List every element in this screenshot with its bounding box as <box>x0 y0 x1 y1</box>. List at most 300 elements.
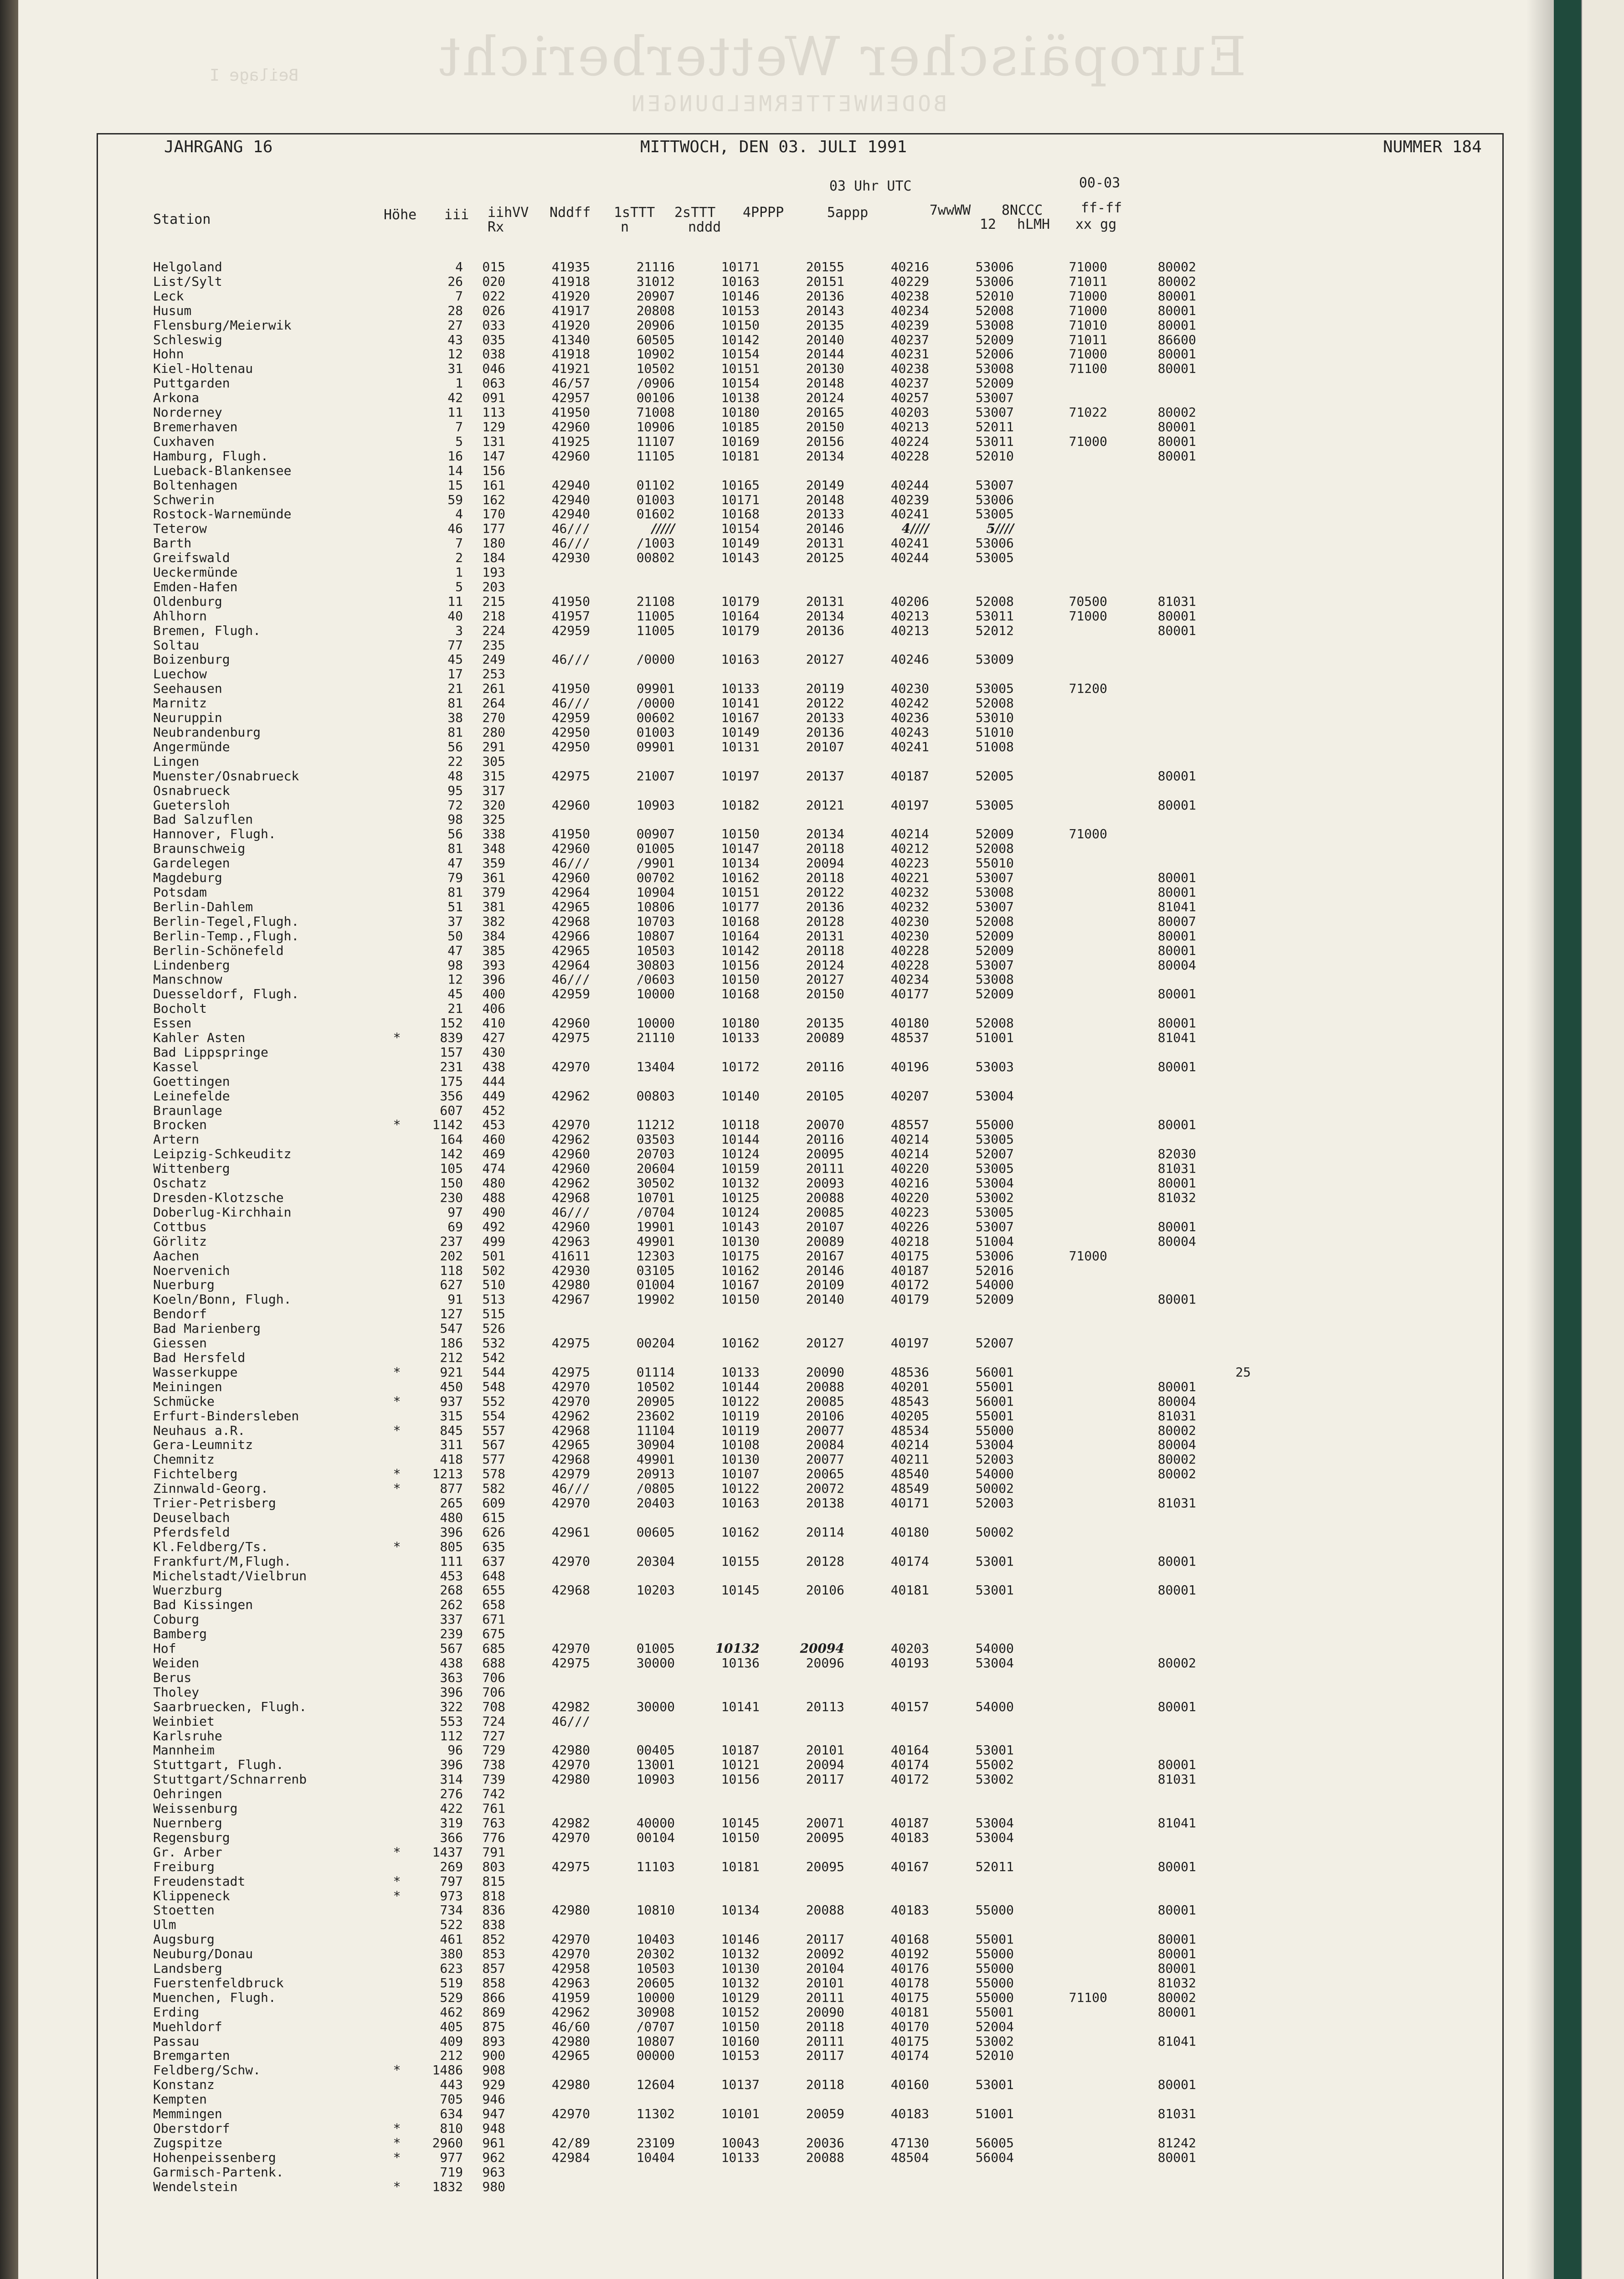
group-nddff <box>590 2063 675 2078</box>
height: 97 <box>447 1204 463 1220</box>
table-row <box>153 2150 1251 2165</box>
table-row <box>153 624 1251 638</box>
station-name: Berlin-Dahlem <box>153 899 253 914</box>
group-ihvv <box>505 1511 590 1525</box>
group-7wwww <box>1014 2107 1107 2121</box>
height: 322 <box>440 1699 463 1714</box>
station-id: 853 <box>482 1946 505 1962</box>
height: 150 <box>440 1176 463 1191</box>
group-7wwww <box>1014 711 1107 725</box>
group-ihvv: 42970 <box>551 1830 590 1845</box>
group-1sttt: 10136 <box>721 1655 760 1671</box>
group-7wwww: 71000 <box>1069 1248 1107 1263</box>
group-5appp <box>929 565 1014 580</box>
group-1sttt: 10133 <box>721 1030 760 1046</box>
group-8nccc <box>1107 1307 1196 1321</box>
group-ihvv: 41920 <box>551 288 590 304</box>
group-7wwww <box>1014 1394 1107 1409</box>
table-row <box>153 754 1251 769</box>
group-8nccc <box>1107 1132 1196 1147</box>
table-row <box>153 1816 1251 1830</box>
group-7wwww <box>1014 1452 1107 1467</box>
group-ffff <box>1196 1961 1251 1976</box>
station-id: 675 <box>482 1626 505 1642</box>
group-ihvv: 42958 <box>551 1961 590 1976</box>
station-name: Teterow <box>153 521 207 536</box>
group-7wwww <box>1014 638 1107 653</box>
height: 276 <box>440 1786 463 1802</box>
group-4pppp: 40187 <box>890 1263 929 1278</box>
group-2sttt <box>760 1874 844 1889</box>
station-id: 761 <box>482 1801 505 1816</box>
group-ffff <box>1196 1830 1251 1845</box>
station-name: Seehausen <box>153 681 222 696</box>
station-id: 384 <box>482 928 505 944</box>
group-1sttt: 10162 <box>721 1335 760 1351</box>
group-4pppp: 40257 <box>890 390 929 406</box>
group-nddff <box>590 638 675 653</box>
group-1sttt <box>675 580 760 594</box>
group-2sttt: 20117 <box>806 1932 844 1947</box>
table-row <box>153 333 1251 347</box>
mountain-marker <box>381 1263 413 1278</box>
height: 5 <box>455 579 463 594</box>
group-ihvv: 42968 <box>551 1583 590 1598</box>
height: 11 <box>447 593 463 609</box>
group-4pppp: 40241 <box>890 739 929 754</box>
group-7wwww <box>1014 2005 1107 2020</box>
group-4pppp: 40230 <box>890 913 929 929</box>
group-nddff: 20907 <box>636 288 675 304</box>
group-4pppp: 40237 <box>890 332 929 347</box>
group-2sttt: 20148 <box>806 376 844 391</box>
group-1sttt: 10144 <box>721 1379 760 1394</box>
group-8nccc: 81041 <box>1157 899 1196 914</box>
group-ihvv <box>505 1612 590 1627</box>
group-5appp: 52009 <box>975 986 1014 1002</box>
group-7wwww <box>1014 652 1107 667</box>
height: 59 <box>447 492 463 507</box>
height: 17 <box>447 666 463 682</box>
group-ffff <box>1196 1889 1251 1903</box>
group-8nccc: 80001 <box>1157 2004 1196 2020</box>
group-4pppp: 40164 <box>890 1743 929 1758</box>
group-4pppp: 40234 <box>890 303 929 318</box>
group-ihvv: 42980 <box>551 2033 590 2049</box>
group-8nccc: 81041 <box>1157 1815 1196 1830</box>
station-name: Kempten <box>153 2092 207 2107</box>
group-4pppp: 40206 <box>890 593 929 609</box>
table-row <box>153 1830 1251 1845</box>
group-2sttt: 20084 <box>806 1437 844 1453</box>
group-ihvv <box>505 812 590 827</box>
group-ffff <box>1196 274 1251 289</box>
table-row <box>153 2063 1251 2078</box>
height: 269 <box>440 1859 463 1874</box>
group-1sttt: 10162 <box>721 870 760 886</box>
mountain-marker <box>381 1452 413 1467</box>
group-4pppp <box>844 1787 929 1801</box>
group-5appp <box>929 1685 1014 1700</box>
station-id: 815 <box>482 1873 505 1889</box>
group-8nccc: 80004 <box>1157 957 1196 973</box>
group-ffff <box>1196 827 1251 841</box>
group-7wwww: 71010 <box>1069 317 1107 333</box>
group-4pppp: 40224 <box>890 433 929 449</box>
group-7wwww <box>1014 1860 1107 1874</box>
station-id: 359 <box>482 856 505 871</box>
height: 265 <box>440 1495 463 1511</box>
group-4pppp <box>844 1874 929 1889</box>
mountain-marker <box>381 1932 413 1947</box>
group-ffff <box>1196 1147 1251 1161</box>
group-5appp <box>929 1598 1014 1612</box>
group-ffff <box>1196 2034 1251 2049</box>
station-name: List/Sylt <box>153 273 222 289</box>
group-7wwww: 71000 <box>1069 303 1107 318</box>
station-name: Schleswig <box>153 332 222 347</box>
group-4pppp: 40175 <box>890 1248 929 1263</box>
group-2sttt <box>760 1627 844 1641</box>
group-4pppp <box>844 1598 929 1612</box>
station-name: Osnabrueck <box>153 783 230 798</box>
group-1sttt: 10197 <box>721 768 760 784</box>
height: 1832 <box>432 2179 463 2194</box>
group-5appp <box>929 1569 1014 1583</box>
group-8nccc <box>1107 1278 1196 1292</box>
table-row <box>153 667 1251 681</box>
group-ihvv: 41935 <box>551 259 590 274</box>
table-row <box>153 711 1251 725</box>
mountain-marker <box>381 740 413 754</box>
group-2sttt: 20128 <box>806 913 844 929</box>
group-ihvv: 42968 <box>551 1423 590 1438</box>
group-4pppp <box>844 1918 929 1932</box>
group-ihvv: 46/// <box>551 536 590 551</box>
group-ihvv: 42975 <box>551 1030 590 1046</box>
mountain-marker <box>381 609 413 624</box>
group-ihvv: 42959 <box>551 623 590 638</box>
table-row <box>153 958 1251 973</box>
group-8nccc: 80001 <box>1157 1903 1196 1918</box>
table-row <box>153 1787 1251 1801</box>
group-5appp: 56001 <box>975 1393 1014 1409</box>
group-nddff: 01005 <box>636 1641 675 1656</box>
group-2sttt <box>760 1074 844 1089</box>
group-nddff: 20403 <box>636 1495 675 1511</box>
group-ffff <box>1196 1423 1251 1438</box>
group-1sttt <box>675 1845 760 1860</box>
mountain-marker <box>381 1903 413 1918</box>
group-ihvv: 42960 <box>551 419 590 434</box>
mountain-marker <box>381 1714 413 1729</box>
height: 12 <box>447 346 463 362</box>
date-label: MITTWOCH, DEN 03. JULI 1991 <box>640 138 907 156</box>
group-nddff: 10703 <box>636 913 675 929</box>
group-5appp: 53004 <box>975 1830 1014 1845</box>
height: 31 <box>447 361 463 376</box>
group-2sttt: 20090 <box>806 2004 844 2020</box>
col-rx: Rx <box>488 219 504 235</box>
group-7wwww: 71000 <box>1069 346 1107 362</box>
group-7wwww <box>1014 1540 1107 1554</box>
table-row <box>153 1001 1251 1016</box>
group-1sttt <box>675 1671 760 1685</box>
group-5appp <box>929 1612 1014 1627</box>
group-ihvv: 42975 <box>551 1335 590 1351</box>
group-ihvv <box>505 1045 590 1060</box>
station-name: Norderney <box>153 405 222 420</box>
col-period: 00-03 <box>1079 175 1120 191</box>
group-nddff: 11302 <box>636 2106 675 2122</box>
group-7wwww <box>1014 624 1107 638</box>
group-8nccc <box>1107 681 1196 696</box>
group-4pppp: 40214 <box>890 826 929 842</box>
group-1sttt: 10145 <box>721 1583 760 1598</box>
group-8nccc <box>1107 754 1196 769</box>
group-1sttt: 10181 <box>721 448 760 464</box>
table-row <box>153 521 1251 536</box>
group-2sttt: 20118 <box>806 2077 844 2093</box>
group-1sttt <box>675 2092 760 2107</box>
mountain-marker <box>381 856 413 871</box>
group-7wwww <box>1014 1787 1107 1801</box>
group-5appp: 53007 <box>975 899 1014 914</box>
station-name: Frankfurt/M,Flugh. <box>153 1553 292 1569</box>
group-4pppp: 4//// <box>901 521 929 536</box>
station-id: 026 <box>482 303 505 318</box>
group-ffff <box>1196 696 1251 711</box>
group-ihvv <box>505 1685 590 1700</box>
station-name: Bad Marienberg <box>153 1321 261 1336</box>
group-ihvv: 42963 <box>551 1233 590 1249</box>
height: 27 <box>447 317 463 333</box>
group-nddff: 10502 <box>636 1379 675 1394</box>
mountain-marker: * <box>393 1423 401 1438</box>
height: 262 <box>440 1597 463 1613</box>
station-name: Meiningen <box>153 1379 222 1394</box>
height: 16 <box>447 448 463 464</box>
group-1sttt <box>675 1874 760 1889</box>
group-ihvv: 42962 <box>551 1176 590 1191</box>
group-8nccc: 80001 <box>1157 346 1196 362</box>
table-row <box>153 652 1251 667</box>
table-row <box>153 1918 1251 1932</box>
group-ihvv <box>505 1874 590 1889</box>
group-5appp: 53002 <box>975 2033 1014 2049</box>
group-4pppp: 40239 <box>890 317 929 333</box>
station-name: Memmingen <box>153 2106 222 2122</box>
group-8nccc <box>1107 1918 1196 1932</box>
group-ffff <box>1196 551 1251 565</box>
station-id: 396 <box>482 972 505 987</box>
group-ihvv: 42960 <box>551 1219 590 1234</box>
group-2sttt: 20106 <box>806 1583 844 1598</box>
group-1sttt: 10169 <box>721 433 760 449</box>
group-ffff <box>1196 1074 1251 1089</box>
group-8nccc <box>1107 391 1196 405</box>
mountain-marker <box>381 944 413 958</box>
group-5appp: 53005 <box>975 1132 1014 1147</box>
mountain-marker <box>381 2165 413 2180</box>
station-name: Rostock-Warnemünde <box>153 506 292 522</box>
group-5appp: 53002 <box>975 1772 1014 1787</box>
station-name: Bendorf <box>153 1306 207 1322</box>
mountain-marker <box>381 1176 413 1191</box>
group-7wwww <box>1014 1830 1107 1845</box>
group-ffff <box>1196 1205 1251 1220</box>
station-name: Bad Kissingen <box>153 1597 253 1613</box>
height: 50 <box>447 928 463 944</box>
mountain-marker <box>381 1147 413 1161</box>
mountain-marker <box>381 493 413 507</box>
group-nddff: 30908 <box>636 2004 675 2020</box>
table-row <box>153 1409 1251 1423</box>
group-2sttt <box>760 565 844 580</box>
group-8nccc: 80001 <box>1157 1859 1196 1874</box>
group-8nccc <box>1107 1511 1196 1525</box>
table-row <box>153 609 1251 624</box>
group-nddff <box>590 580 675 594</box>
group-2sttt: 20122 <box>806 884 844 900</box>
group-4pppp: 40232 <box>890 884 929 900</box>
group-7wwww: 71100 <box>1069 1990 1107 2005</box>
table-row <box>153 2107 1251 2121</box>
station-id: 552 <box>482 1393 505 1409</box>
group-ffff <box>1196 464 1251 478</box>
mountain-marker: * <box>393 2062 401 2078</box>
group-ffff <box>1196 958 1251 973</box>
station-name: Luechow <box>153 666 207 682</box>
table-row <box>153 1932 1251 1947</box>
station-id: 381 <box>482 899 505 914</box>
group-8nccc <box>1107 638 1196 653</box>
table-row <box>153 1772 1251 1787</box>
group-ihvv <box>505 565 590 580</box>
height: 142 <box>440 1146 463 1162</box>
group-nddff <box>590 784 675 798</box>
group-ffff <box>1196 1394 1251 1409</box>
group-4pppp: 40230 <box>890 928 929 944</box>
group-ihvv: 42960 <box>551 448 590 464</box>
table-row <box>153 681 1251 696</box>
station-id: 046 <box>482 361 505 376</box>
height: 96 <box>447 1743 463 1758</box>
table-row <box>153 1452 1251 1467</box>
group-5appp: 53006 <box>975 536 1014 551</box>
height: 405 <box>440 2019 463 2034</box>
group-5appp: 52010 <box>975 448 1014 464</box>
mountain-marker <box>381 1918 413 1932</box>
group-ffff <box>1196 1816 1251 1830</box>
group-4pppp <box>844 2180 929 2194</box>
group-7wwww <box>1014 987 1107 1001</box>
station-id: 869 <box>482 2004 505 2020</box>
station-name: Erding <box>153 2004 200 2020</box>
group-ffff <box>1196 1031 1251 1045</box>
height: 37 <box>447 913 463 929</box>
mountain-marker <box>381 289 413 304</box>
group-1sttt <box>675 1627 760 1641</box>
group-5appp <box>929 1074 1014 1089</box>
group-ffff <box>1196 376 1251 391</box>
group-1sttt: 10130 <box>721 1452 760 1467</box>
height: 396 <box>440 1757 463 1773</box>
group-ihvv: 42968 <box>551 1452 590 1467</box>
station-id: 946 <box>482 2092 505 2107</box>
group-8nccc <box>1107 1365 1196 1380</box>
group-5appp: 53008 <box>975 361 1014 376</box>
group-ffff <box>1196 594 1251 609</box>
station-name: Kahler Asten <box>153 1030 246 1046</box>
height: 212 <box>440 1350 463 1365</box>
group-ffff <box>1196 318 1251 333</box>
group-ihvv: 42979 <box>551 1466 590 1482</box>
group-1sttt <box>675 1889 760 1903</box>
group-7wwww <box>1014 1961 1107 1976</box>
station-id: 161 <box>482 477 505 493</box>
group-ihvv: 41957 <box>551 608 590 624</box>
group-7wwww <box>1014 1321 1107 1336</box>
group-4pppp: 40216 <box>890 1176 929 1191</box>
group-4pppp <box>844 1511 929 1525</box>
group-2sttt: 20119 <box>806 681 844 696</box>
group-ihvv: 46/60 <box>551 2019 590 2034</box>
group-1sttt <box>675 812 760 827</box>
group-nddff <box>590 2165 675 2180</box>
table-row <box>153 2005 1251 2020</box>
group-7wwww <box>1014 1598 1107 1612</box>
group-2sttt: 20140 <box>806 1292 844 1307</box>
station-id: 261 <box>482 681 505 696</box>
group-nddff: /0000 <box>636 696 675 711</box>
table-row <box>153 507 1251 521</box>
height: 11 <box>447 405 463 420</box>
group-nddff <box>590 565 675 580</box>
group-ffff <box>1196 1976 1251 1990</box>
group-5appp: 56005 <box>975 2135 1014 2150</box>
height: 4 <box>455 506 463 522</box>
group-4pppp: 40229 <box>890 273 929 289</box>
group-ffff <box>1196 521 1251 536</box>
group-ihvv: 41950 <box>551 681 590 696</box>
group-8nccc: 80004 <box>1157 1233 1196 1249</box>
station-name: Potsdam <box>153 884 207 900</box>
group-8nccc: 80001 <box>1157 870 1196 886</box>
group-7wwww <box>1014 1583 1107 1598</box>
group-1sttt: 10168 <box>721 986 760 1002</box>
group-8nccc <box>1107 1612 1196 1627</box>
group-8nccc: 81041 <box>1157 2033 1196 2049</box>
group-ihvv: 42967 <box>551 1292 590 1307</box>
group-ffff <box>1196 1540 1251 1554</box>
group-nddff: 10701 <box>636 1190 675 1205</box>
height: 396 <box>440 1524 463 1540</box>
group-5appp: 52009 <box>975 826 1014 842</box>
group-7wwww <box>1014 1060 1107 1074</box>
group-7wwww: 71100 <box>1069 361 1107 376</box>
height: 98 <box>447 812 463 827</box>
height: 547 <box>440 1321 463 1336</box>
group-8nccc <box>1107 1074 1196 1089</box>
station-id: 038 <box>482 346 505 362</box>
group-nddff <box>590 667 675 681</box>
group-4pppp: 40230 <box>890 681 929 696</box>
group-5appp: 50002 <box>975 1524 1014 1540</box>
group-1sttt: 10144 <box>721 1132 760 1147</box>
table-row <box>153 1336 1251 1351</box>
group-nddff: 10807 <box>636 928 675 944</box>
